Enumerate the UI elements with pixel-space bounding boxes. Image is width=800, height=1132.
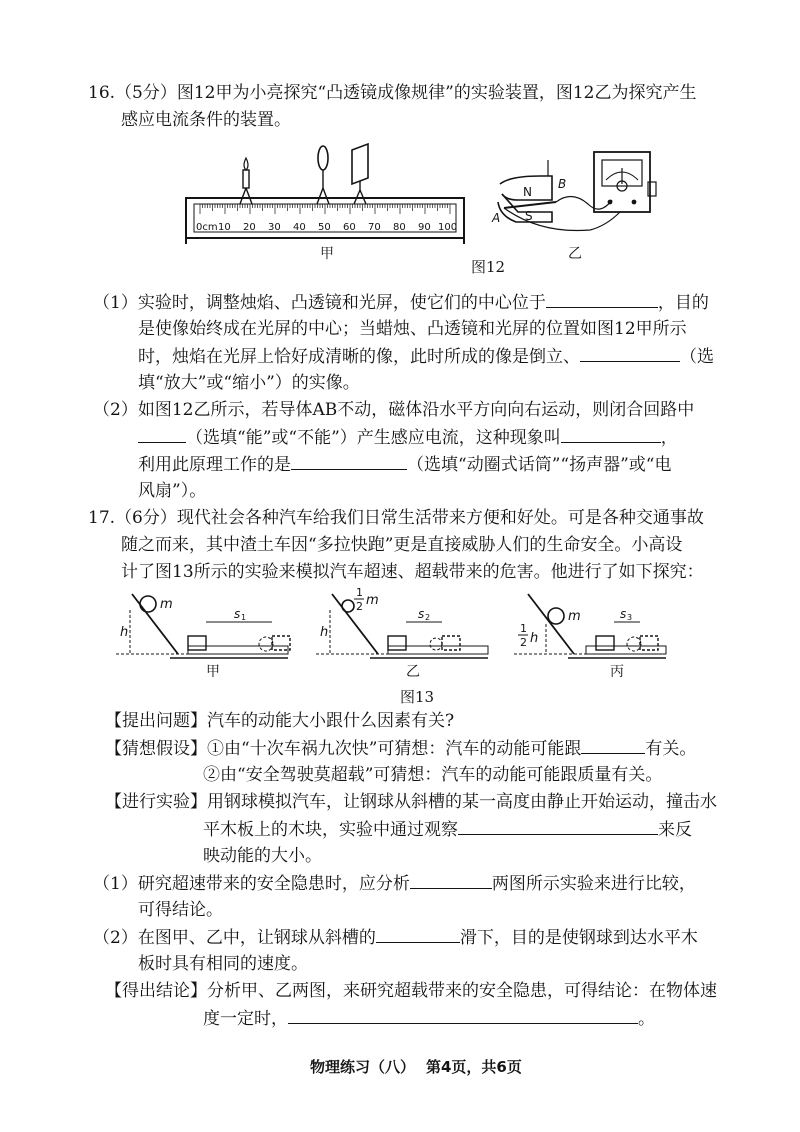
q17-concl2-period: 。: [638, 1009, 655, 1029]
q16-p1-line3: [138, 345, 714, 368]
height-label: h: [530, 631, 539, 646]
figure-12: [180, 140, 680, 280]
height-label: h: [320, 625, 329, 640]
q17-s1-line2: 可得结论。: [138, 900, 223, 920]
optical-bench: [186, 144, 464, 244]
panel-label: 乙: [406, 664, 420, 680]
q16-p1-text-cont: ，目的: [657, 293, 709, 313]
q17-concl1-text: 分析甲、乙两图，来研究超载带来的安全隐患，可得结论：在物体速: [207, 981, 717, 1001]
ruler-tick-label: 60: [343, 222, 356, 233]
q16-p2-comma: ，: [660, 428, 678, 448]
q17-heading: 17.（6分）现代社会各种汽车给我们日常生活带来方便和好处。可是各种交通事故: [88, 508, 704, 528]
q16-p1-text3-cont: （选: [680, 347, 714, 367]
ruler-tick-label: 50: [318, 222, 331, 233]
q17-s2-text: （2）在图甲、乙中，让钢球从斜槽的: [93, 928, 376, 948]
answer-blank-figures[interactable]: [410, 872, 492, 889]
section-tag: 【提出问题】: [105, 711, 207, 731]
answer-blank-height[interactable]: [376, 926, 460, 943]
figure-13: [110, 588, 690, 684]
fig12-right-label: 乙: [568, 246, 582, 262]
induction-apparatus: [491, 152, 656, 231]
height-frac-num: 1: [520, 622, 527, 635]
q17-exp1-text: 用钢球模拟汽车，让钢球从斜槽的某一高度由静止开始运动，撞击水: [207, 792, 717, 812]
q17-guess-line2: ②由“安全驾驶莫超载”可猜想：汽车的动能可能跟质量有关。: [203, 765, 663, 785]
mass-label: m: [160, 597, 173, 612]
q17-concl-line2: [203, 1007, 655, 1030]
dist-subscript: 2: [425, 613, 431, 622]
q17-s2-line1: [93, 926, 698, 949]
fig12-left-label: 甲: [320, 246, 334, 262]
q17-ask-line: [105, 710, 454, 732]
q17-concl2-text: 度一定时，: [203, 1009, 288, 1029]
height-label: h: [120, 625, 129, 640]
panel-label: 丙: [610, 664, 624, 680]
ruler-tick-label: 80: [393, 222, 406, 233]
answer-blank-center[interactable]: [546, 291, 658, 308]
answer-blank-phenomenon[interactable]: [561, 426, 661, 443]
q16-p1-line2: 是使像始终成在光屏的中心；当蜡烛、凸透镜和光屏的位置如图12甲所示: [138, 319, 687, 339]
q16-p2-line4: 风扇”）。: [138, 481, 207, 501]
q17-s2-text-cont: 滑下，目的是使钢球到达水平木: [459, 928, 698, 948]
answer-blank-can-produce[interactable]: [138, 426, 186, 443]
q16-heading-cont: 感应电流条件的装置。: [121, 110, 291, 130]
q16-heading: 16.（5分）图12甲为小亮探究“凸透镜成像规律”的实验装置，图12乙为探究产生: [88, 83, 697, 103]
q17-exp-line3: 映动能的大小。: [203, 846, 322, 866]
fig13-panel-yi: [316, 588, 488, 680]
convex-lens-icon: [317, 146, 329, 204]
dist-label: s: [418, 607, 425, 621]
q16-p1-line4: 填“放大”或“缩小”）的实像。: [138, 373, 360, 393]
answer-blank-factor[interactable]: [581, 737, 645, 754]
q16-p1-text3: 时，烛焰在光屏上恰好成清晰的像，此时所成的像是倒立、: [138, 347, 580, 367]
fig13-panel-jia: [116, 594, 290, 680]
section-tag: 【进行实验】: [105, 792, 207, 812]
fig12-caption: 图12: [471, 258, 506, 276]
q16-p2-text3-cont: （选填“动圈式话筒”“扬声器”或“电: [407, 455, 672, 475]
q16-p1-text: （1）实验时，调整烛焰、凸透镜和光屏，使它们的中心位于: [93, 293, 546, 313]
q16-p2-line3: [138, 453, 671, 476]
q17-exp-line1: [105, 791, 717, 813]
section-tag: 【得出结论】: [105, 981, 207, 1001]
q17-guess1-text: ①由“十次车祸九次快”可猜想：汽车的动能可能跟: [207, 739, 582, 759]
ruler-start-label: 0cm: [196, 222, 218, 233]
ruler-tick-label: 30: [268, 222, 281, 233]
q16-p2-text2: （选填“能”或“不能”）产生感应电流，这种现象叫: [186, 428, 561, 448]
panel-label: 甲: [206, 664, 220, 680]
q16-p2-line2: [138, 426, 678, 449]
ruler-ticks: [200, 204, 450, 214]
magnet-n-label: N: [523, 185, 532, 199]
fig13-panel-bing: [514, 594, 666, 680]
point-a-label: A: [492, 211, 501, 225]
dist-label: s: [234, 607, 241, 621]
q17-guess-line1: [105, 737, 696, 760]
q17-s1-text-cont: 两图所示实验来进行比较，: [491, 874, 696, 894]
ruler-tick-label: 40: [293, 222, 306, 233]
q17-s1-text: （1）研究超速带来的安全隐患时，应分析: [93, 874, 410, 894]
q17-heading-cont2: 计了图13所示的实验来模拟汽车超速、超载带来的危害。他进行了如下探究：: [121, 562, 704, 582]
q16-p1-line1: [93, 291, 709, 314]
q16-p2-line1: （2）如图12乙所示，若导体AB不动，磁体沿水平方向向右运动，则闭合回路中: [93, 400, 695, 420]
q17-ask-text: 汽车的动能大小跟什么因素有关?: [207, 711, 455, 731]
q17-guess1-text-cont: 有关。: [645, 739, 697, 759]
q16-p2-text3: 利用此原理工作的是: [138, 455, 291, 475]
section-tag: 【猜想假设】: [105, 739, 207, 759]
light-screen-icon: [352, 144, 368, 204]
answer-blank-conclusion[interactable]: [288, 1007, 638, 1024]
mass-frac-num: 1: [356, 588, 363, 599]
galvanometer-icon: [594, 152, 656, 212]
height-frac-den: 2: [520, 636, 527, 649]
dist-subscript: 3: [627, 613, 633, 622]
answer-blank-observe[interactable]: [458, 818, 658, 835]
ruler-tick-label: 70: [368, 222, 381, 233]
answer-blank-device[interactable]: [291, 453, 407, 470]
ruler-tick-label: 90: [418, 222, 431, 233]
q17-exp-line2: [203, 818, 692, 841]
ruler-tick-label: 10: [218, 222, 231, 233]
mass-frac-den: 2: [356, 600, 363, 613]
ruler-tick-label: 20: [243, 222, 256, 233]
fig13-caption: 图13: [400, 688, 435, 706]
q17-s1-line1: [93, 872, 696, 895]
mass-label: m: [568, 609, 581, 624]
q17-heading-cont: 随之而来，其中渣土车因“多拉快跑”更是直接威胁人们的生命安全。小高设: [121, 535, 683, 555]
q17-exp2-text-cont: 来反: [658, 820, 692, 840]
dist-subscript: 1: [241, 613, 247, 622]
q17-concl-line1: [105, 980, 717, 1002]
magnet-s-label: S: [525, 209, 533, 223]
mass-label: m: [366, 593, 379, 608]
point-b-label: B: [558, 177, 567, 191]
footer-page-number: 第4页，共6页: [426, 1058, 522, 1076]
dist-label: s: [620, 607, 627, 621]
ruler-tick-label: 100: [438, 222, 458, 233]
q17-s2-line2: 板时具有相同的速度。: [138, 954, 308, 974]
footer-title: 物理练习（八）: [310, 1058, 416, 1076]
q17-exp2-text: 平木板上的木块，实验中通过观察: [203, 820, 458, 840]
answer-blank-image-size[interactable]: [580, 345, 680, 362]
